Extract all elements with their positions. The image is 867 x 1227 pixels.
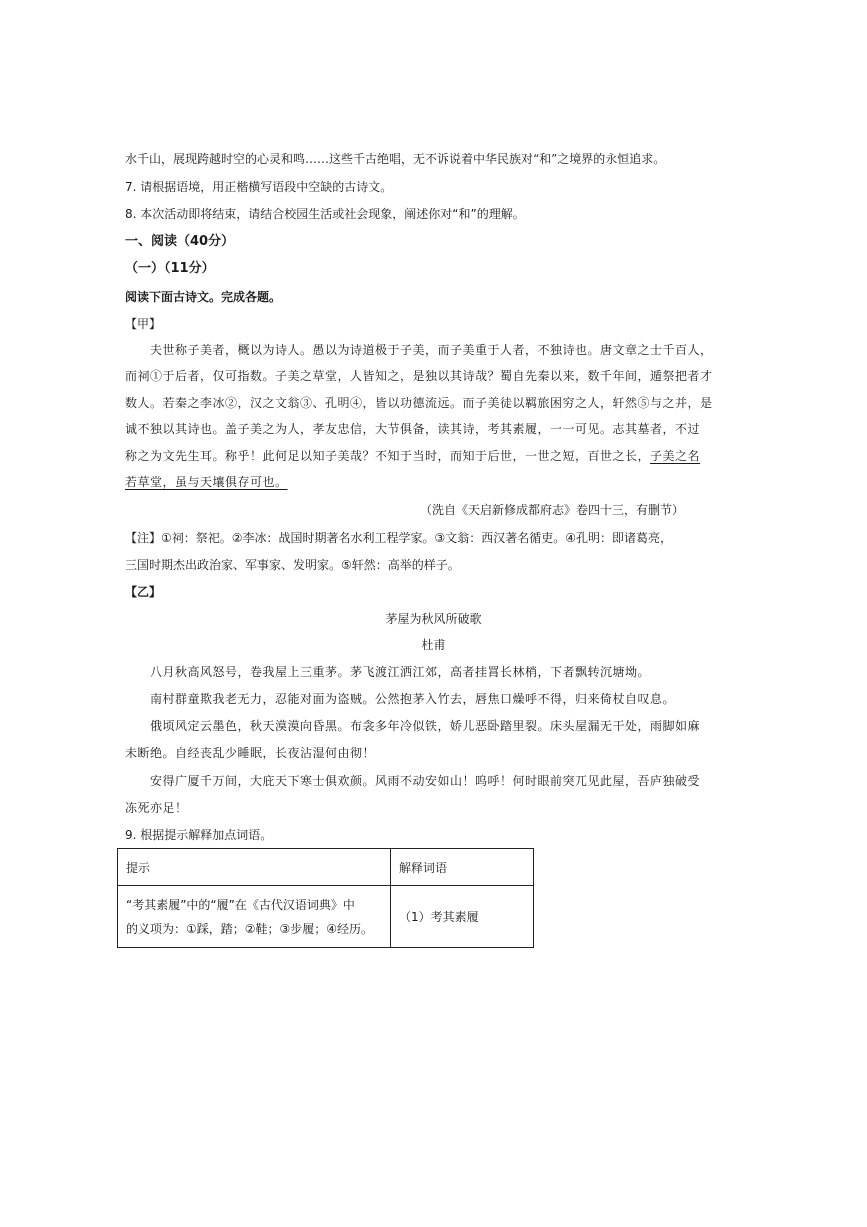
poem-stanza-4-line-1: 安得广厦千万间，大庇天下寒士俱欢颜。风雨不动安如山！呜呼！何时眼前突兀见此屋，吾庐独破受 [150, 774, 701, 788]
hint-table [117, 848, 534, 948]
question-9: 9. 根据提示解释加点词语。 [125, 828, 273, 842]
notes-line-2: 三国时期杰出政治家、军事家、发明家。⑤轩然：高举的样子。 [125, 558, 460, 572]
hint-table-row [118, 886, 534, 948]
reading-instruction: 阅读下面古诗文。完成各题。 [125, 290, 282, 304]
question-7: 7. 请根据语境，用正楷横写语段中空缺的古诗文。 [125, 180, 393, 194]
passage-jia-line-6 [125, 474, 685, 490]
poem-stanza-4-line-2: 冻死亦足！ [125, 801, 188, 815]
hint-table-header-row [118, 849, 534, 886]
passage-jia-line-2: 而祠①于后者，仅可指数。子美之草堂，人皆知之，是独以其诗哉？蜀自先秦以来，数千年间，遁祭把者才 [125, 369, 713, 383]
answer-prompt: （1）考其素履 [399, 910, 479, 924]
underlined-sentence-part-2: 若草堂，虽与天壤俱存可也。 [125, 475, 288, 489]
hint-header-cell: 提示 [118, 849, 391, 886]
notes-line-1: 【注】①祠：祭祀。②李冰：战国时期著名水利工程学家。③文翁：西汉著名循吏。④孔明：即诸葛亮， [125, 531, 673, 545]
poem-stanza-3-line-1: 俄顷风定云墨色，秋天漠漠向昏黑。布衾多年冷似铁，娇儿恶卧踏里裂。床头屋漏无干处，雨脚如麻 [150, 719, 701, 733]
poem-stanza-3-line-2: 未断绝。自经丧乱少睡眠，长夜沾湿何由彻！ [125, 746, 376, 760]
label-yi: 【乙】 [125, 585, 162, 599]
hint-line-1: “考其素履”中的“履”在《古代汉语词典》中 [126, 897, 355, 912]
question-8: 8. 本次活动即将结束，请结合校园生活或社会现象，阐述你对“和”的理解。 [125, 207, 525, 221]
hint-content-cell [118, 886, 391, 948]
passage-jia-line-1: 夫世称子美者，概以为诗人。愚以为诗道极于子美，而子美重于人者，不独诗也。唐文章之士千百人， [150, 343, 713, 357]
passage-jia-line-4: 诚不独以其诗也。盖子美之为人，孝友忠信，大节俱备，读其诗，考其素履，一一可见。志其墓者，不过 [125, 422, 701, 436]
passage-jia-line-5 [125, 448, 701, 464]
explain-header-cell: 解释词语 [391, 849, 534, 886]
label-jia: 【甲】 [125, 317, 162, 331]
subsection-heading: （一）（11分） [125, 261, 215, 276]
poem-title: 茅屋为秋风所破歌 [385, 612, 482, 626]
poem-author: 杜甫 [421, 638, 446, 652]
passage-continuation: 水千山，展现跨越时空的心灵和鸣……这些千古绝唱，无不诉说着中华民族对“和”之境界的永恒追求。 [125, 152, 666, 166]
hint-line-2: 的义项为：①踩，踏；②鞋；③步履；④经历。 [126, 921, 374, 936]
passage-jia-line-3: 数人。若秦之李冰②，汉之文翁③、孔明④，皆以功德流远。而子美徒以羁旅困穷之人，轩然⑤与之并，是 [125, 396, 713, 410]
passage-jia-line-5-text: 称之为文先生耳。称乎！此何足以知子美哉？不知于当时，而知于后世，一世之短，百世之长， [125, 449, 651, 463]
answer-cell[interactable] [391, 886, 534, 948]
section-heading-reading: 一、阅读（40分） [125, 234, 235, 249]
poem-stanza-1: 八月秋高风怒号，卷我屋上三重茅。茅飞渡江洒江郊，高者挂罥长林梢，下者飘转沉塘坳。 [150, 665, 651, 679]
underlined-sentence-part-1: 子美之名 [650, 449, 701, 463]
poem-stanza-2: 南村群童欺我老无力，忍能对面为盗贼。公然抱茅入竹去，唇焦口燥呼不得，归来倚杖自叹息。 [150, 692, 676, 706]
source-citation: （洗自《天启新修成都府志》卷四十三，有删节） [419, 503, 684, 517]
